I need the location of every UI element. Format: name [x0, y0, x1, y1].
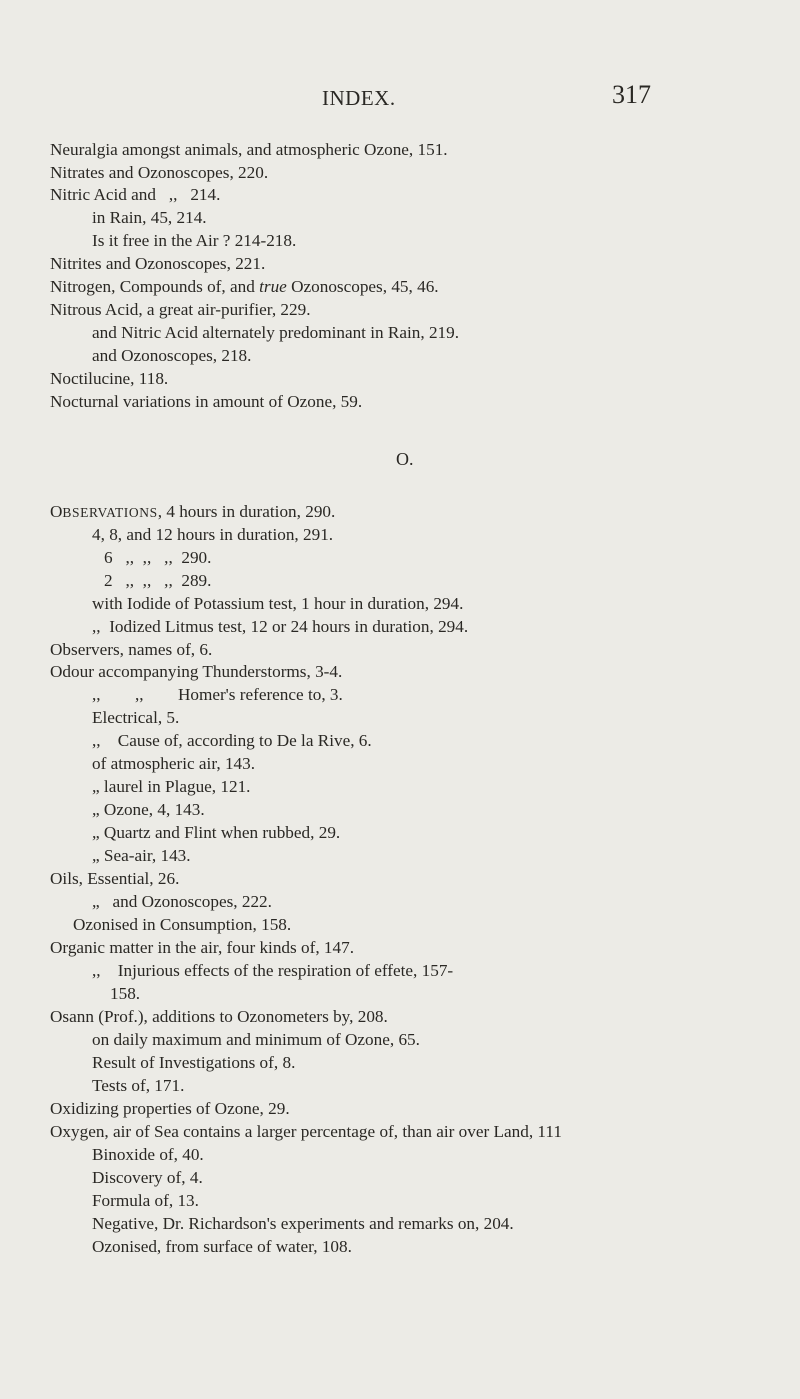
- index-subentry: ,, Cause of, according to De la Rive, 6.: [92, 731, 372, 750]
- index-entry: Odour accompanying Thunderstorms, 3-4.: [50, 662, 343, 681]
- index-entry: Nitrites and Ozonoscopes, 221.: [50, 254, 266, 273]
- index-subentry: on daily maximum and minimum of Ozone, 65.: [92, 1030, 420, 1049]
- index-entry: Noctilucine, 118.: [50, 369, 169, 388]
- index-entry: Oils, Essential, 26.: [50, 869, 180, 888]
- index-subentry: ,, Iodized Litmus test, 12 or 24 hours in duration, 294.: [92, 617, 469, 636]
- entry-italic: true: [259, 277, 287, 296]
- index-continuation: 158.: [110, 984, 141, 1003]
- index-entry: Oxygen, air of Sea contains a larger percentage of, than air over Land, 111: [50, 1122, 562, 1141]
- index-subentry: Discovery of, 4.: [92, 1168, 203, 1187]
- index-subentry: Ozonised in Consumption, 158.: [73, 915, 292, 934]
- index-entry: Osann (Prof.), additions to Ozonometers by, 208.: [50, 1007, 388, 1026]
- section-heading: O.: [396, 449, 414, 469]
- index-subentry: Ozonised, from surface of water, 108.: [92, 1237, 352, 1256]
- index-subentry: and Ozonoscopes, 218.: [92, 346, 252, 365]
- index-subentry: Tests of, 171.: [92, 1076, 185, 1095]
- index-entry: Observers, names of, 6.: [50, 640, 213, 659]
- index-subentry: Negative, Dr. Richardson's experiments and remarks on, 204.: [92, 1214, 514, 1233]
- index-subentry: 6 ,, ,, ,, 290.: [104, 548, 212, 567]
- index-subentry: ,, ,, Homer's reference to, 3.: [92, 685, 343, 704]
- index-subentry: „ and Ozonoscopes, 222.: [92, 892, 272, 911]
- index-subentry: Is it free in the Air ? 214-218.: [92, 231, 297, 250]
- index-subentry: 2 ,, ,, ,, 289.: [104, 571, 212, 590]
- index-subentry: ,, Injurious effects of the respiration of effete, 157-: [92, 961, 454, 980]
- index-subentry: of atmospheric air, 143.: [92, 754, 256, 773]
- index-subentry: „ Sea-air, 143.: [92, 846, 191, 865]
- entry-text: Ozonoscopes, 45, 46.: [286, 277, 439, 296]
- index-entry: Nocturnal variations in amount of Ozone, 59.: [50, 392, 363, 411]
- index-subentry: and Nitric Acid alternately predominant in Rain, 219.: [92, 323, 460, 342]
- index-subentry: in Rain, 45, 214.: [92, 208, 207, 227]
- index-subentry: „ Ozone, 4, 143.: [92, 800, 205, 819]
- index-entry: Organic matter in the air, four kinds of, 147.: [50, 938, 354, 957]
- index-subentry: Binoxide of, 40.: [92, 1145, 204, 1164]
- index-subentry: Formula of, 13.: [92, 1191, 199, 1210]
- index-subentry: 4, 8, and 12 hours in duration, 291.: [92, 525, 334, 544]
- page-number: 317: [612, 80, 651, 109]
- index-entry: Oxidizing properties of Ozone, 29.: [50, 1099, 290, 1118]
- index-subentry: „ laurel in Plague, 121.: [92, 777, 251, 796]
- entry-smallcaps: BSERVATIONS: [62, 505, 158, 520]
- index-subentry: Result of Investigations of, 8.: [92, 1053, 296, 1072]
- index-entry: [50, 502, 335, 523]
- page-title: INDEX.: [322, 86, 396, 110]
- index-subentry: Electrical, 5.: [92, 708, 180, 727]
- entry-text: , 4 hours in duration, 290.: [157, 502, 336, 521]
- index-entry: Nitrous Acid, a great air-purifier, 229.: [50, 300, 311, 319]
- index-subentry: with Iodide of Potassium test, 1 hour in duration, 294.: [92, 594, 464, 613]
- index-subentry: „ Quartz and Flint when rubbed, 29.: [92, 823, 341, 842]
- index-entry: Nitric Acid and ,, 214.: [50, 185, 221, 204]
- entry-initial: O: [50, 502, 63, 521]
- index-entry: [50, 277, 439, 297]
- entry-text: Nitrogen, Compounds of, and: [50, 277, 260, 296]
- index-entry: Neuralgia amongst animals, and atmospheric Ozone, 151.: [50, 140, 448, 159]
- index-entry: Nitrates and Ozonoscopes, 220.: [50, 163, 269, 182]
